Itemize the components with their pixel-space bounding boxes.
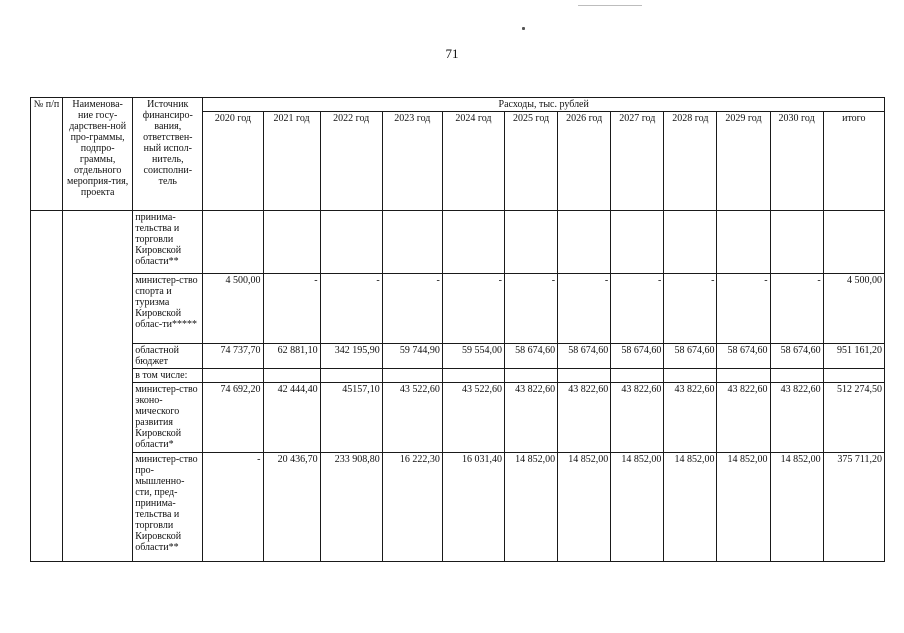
value-cell: - [770, 274, 823, 344]
value-cell: 43 522,60 [382, 383, 442, 453]
header-year: 2026 год [558, 112, 611, 211]
value-cell: 58 674,60 [611, 344, 664, 369]
total-cell: 375 711,20 [823, 453, 884, 562]
value-cell: 43 822,60 [611, 383, 664, 453]
funding-source-cell: министер-ство про-мышленно-сти, пред-принима-тельства и торговли Кировской области** [133, 453, 203, 562]
value-cell: 4 500,00 [203, 274, 263, 344]
header-year: 2024 год [442, 112, 504, 211]
value-cell [203, 211, 263, 274]
header-year: 2025 год [505, 112, 558, 211]
value-cell [770, 211, 823, 274]
value-cell [770, 369, 823, 383]
value-cell: 43 822,60 [770, 383, 823, 453]
value-cell: 58 674,60 [664, 344, 717, 369]
value-cell: - [611, 274, 664, 344]
value-cell: - [442, 274, 504, 344]
value-cell: 58 674,60 [505, 344, 558, 369]
value-cell: 74 737,70 [203, 344, 263, 369]
value-cell: - [203, 453, 263, 562]
budget-expenses-table [30, 97, 885, 562]
value-cell: 74 692,20 [203, 383, 263, 453]
value-cell: - [664, 274, 717, 344]
value-cell: - [382, 274, 442, 344]
value-cell: 42 444,40 [263, 383, 320, 453]
value-cell: - [320, 274, 382, 344]
value-cell [664, 369, 717, 383]
value-cell [558, 211, 611, 274]
header-year: 2021 год [263, 112, 320, 211]
total-cell [823, 211, 884, 274]
value-cell: 14 852,00 [770, 453, 823, 562]
value-cell: 342 195,90 [320, 344, 382, 369]
scan-artifact-line [578, 5, 642, 6]
header-year: 2030 год [770, 112, 823, 211]
scan-artifact-dot [522, 27, 525, 30]
funding-source-cell: министер-ство эконо-мического развития Кировской области* [133, 383, 203, 453]
program-name-cell [63, 211, 133, 562]
value-cell: 43 822,60 [505, 383, 558, 453]
value-cell [717, 211, 770, 274]
funding-source-cell: областной бюджет [133, 344, 203, 369]
total-cell [823, 369, 884, 383]
header-year: 2020 год [203, 112, 263, 211]
value-cell [611, 369, 664, 383]
funding-source-cell: в том числе: [133, 369, 203, 383]
value-cell: - [717, 274, 770, 344]
total-cell: 951 161,20 [823, 344, 884, 369]
header-year: 2029 год [717, 112, 770, 211]
value-cell: 58 674,60 [770, 344, 823, 369]
header-year: 2028 год [664, 112, 717, 211]
table-row [31, 211, 885, 274]
header-expenses: Расходы, тыс. рублей [203, 98, 885, 112]
value-cell: - [558, 274, 611, 344]
header-year: 2023 год [382, 112, 442, 211]
value-cell [382, 369, 442, 383]
value-cell: 14 852,00 [611, 453, 664, 562]
value-cell [320, 211, 382, 274]
table-row [31, 369, 885, 383]
header-total: итого [823, 112, 884, 211]
value-cell: 45157,10 [320, 383, 382, 453]
value-cell: 14 852,00 [717, 453, 770, 562]
number-cell [31, 211, 63, 562]
value-cell [442, 211, 504, 274]
value-cell: 62 881,10 [263, 344, 320, 369]
value-cell: 20 436,70 [263, 453, 320, 562]
value-cell [717, 369, 770, 383]
table-row [31, 383, 885, 453]
value-cell [505, 369, 558, 383]
value-cell: 43 822,60 [664, 383, 717, 453]
value-cell [558, 369, 611, 383]
value-cell: 16 222,30 [382, 453, 442, 562]
value-cell: 43 822,60 [558, 383, 611, 453]
funding-source-cell: министер-ство спорта и туризма Кировской облас-ти***** [133, 274, 203, 344]
value-cell: 58 674,60 [558, 344, 611, 369]
value-cell [203, 369, 263, 383]
header-year: 2027 год [611, 112, 664, 211]
value-cell [263, 369, 320, 383]
value-cell: 14 852,00 [558, 453, 611, 562]
value-cell: 14 852,00 [505, 453, 558, 562]
value-cell [611, 211, 664, 274]
header-program-name: Наименова-ние госу-дарствен-ной про-граммы, подпро-граммы, отдельного мероприя-тия, проекта [63, 98, 133, 211]
value-cell: 59 554,00 [442, 344, 504, 369]
header-funding-source: Источник финансиро-вания, ответствен-ный испол-нитель, соисполни-тель [133, 98, 203, 211]
value-cell: - [505, 274, 558, 344]
header-number: № п/п [31, 98, 63, 211]
value-cell [320, 369, 382, 383]
value-cell: - [263, 274, 320, 344]
value-cell: 58 674,60 [717, 344, 770, 369]
table-row [31, 344, 885, 369]
value-cell [664, 211, 717, 274]
value-cell [442, 369, 504, 383]
total-cell: 4 500,00 [823, 274, 884, 344]
table-row [31, 453, 885, 562]
header-row-1 [31, 98, 885, 112]
value-cell [382, 211, 442, 274]
total-cell: 512 274,50 [823, 383, 884, 453]
value-cell: 14 852,00 [664, 453, 717, 562]
value-cell: 43 522,60 [442, 383, 504, 453]
value-cell [263, 211, 320, 274]
value-cell [505, 211, 558, 274]
value-cell: 16 031,40 [442, 453, 504, 562]
header-year: 2022 год [320, 112, 382, 211]
value-cell: 233 908,80 [320, 453, 382, 562]
funding-source-cell: принима-тельства и торговли Кировской области** [133, 211, 203, 274]
value-cell: 59 744,90 [382, 344, 442, 369]
value-cell: 43 822,60 [717, 383, 770, 453]
table-row [31, 274, 885, 344]
page-number: 71 [445, 46, 459, 61]
